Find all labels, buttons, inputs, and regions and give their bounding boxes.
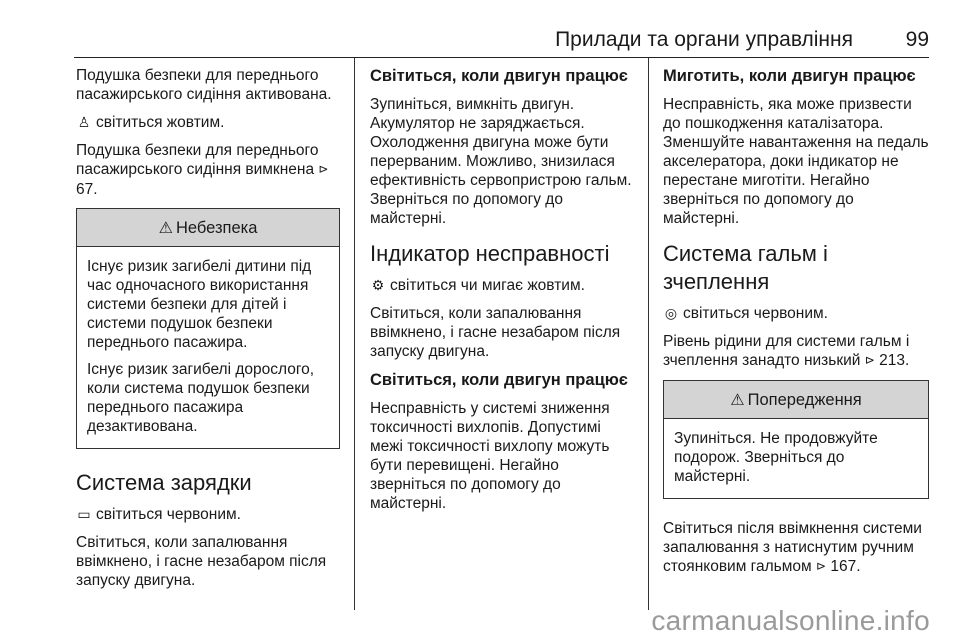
page-ref-icon: ⊳ — [815, 559, 827, 573]
paragraph: Несправність у системі зниження токсичності вихлопів. Допустимі межі токсичності вихлопу можуть бути перевищені. Негайно зверніться по допомогу до майстерні. — [370, 400, 610, 512]
warning-triangle-icon: ⚠ — [730, 392, 745, 409]
column-3 — [663, 66, 929, 586]
paragraph — [76, 113, 340, 132]
paragraph: Світиться, коли запалювання ввімкнено, і гасне незабаром після запуску двигуна. — [76, 534, 327, 589]
paragraph — [663, 304, 929, 323]
section-title: Система гальм і зчеплення — [663, 241, 828, 294]
page-header — [74, 18, 929, 58]
paragraph: Подушка безпеки для переднього пасажирського сидіння активована. — [76, 67, 332, 103]
danger-box-header — [77, 209, 339, 247]
danger-box-body — [77, 247, 339, 448]
paragraph: Зупиніться, вимкніть двигун. Акумулятор не заряджається. Охолодження двигуна може бути перерваним. Можливо, знизилася ефективність сервопристрою гальм. Зверніться по допомогу до майстерні. — [370, 96, 632, 227]
indicator-text: світиться жовтим. — [96, 114, 225, 131]
page-title: Прилади та органи управління — [555, 28, 853, 51]
paragraph: Несправність, яка може призвести до пошкодження каталізатора. Зменшуйте навантаження на педаль акселератора, доки індикатор не перестане миготіти. Негайно зверніться по допомогу до майстерні. — [663, 96, 929, 227]
paragraph: Існує ризик загибелі дорослого, коли система подушок безпеки переднього пасажира дезактивована. — [87, 361, 315, 435]
column-divider — [648, 58, 649, 610]
paragraph — [663, 519, 929, 577]
page-ref-icon: ⊳ — [318, 162, 329, 176]
warning-box-header — [664, 381, 928, 419]
paragraph-text: Подушка безпеки для переднього пасажирського сидіння вимкнена — [76, 142, 319, 178]
airbag-on-icon: ♙ — [77, 114, 91, 130]
brake-warning-icon: ◎ — [664, 305, 678, 321]
page-ref-icon: ⊳ — [864, 353, 875, 367]
battery-icon: ▭ — [77, 506, 91, 522]
paragraph: Світиться, коли запалювання ввімкнено, і гасне незабаром після запуску двигуна. — [370, 305, 621, 360]
engine-malfunction-icon: ⚙ — [371, 277, 385, 293]
paragraph — [370, 276, 634, 295]
warning-box-body — [664, 419, 928, 498]
warning-title: Попередження — [747, 391, 862, 409]
paragraph — [663, 332, 929, 371]
paragraph: Зупиніться. Не продовжуйте подорож. Зверніться до майстерні. — [674, 430, 878, 485]
warning-triangle-icon: ⚠ — [158, 220, 173, 237]
subheading: Миготить, коли двигун працює — [663, 67, 916, 85]
page-ref[interactable]: 213. — [879, 352, 910, 369]
subheading: Світиться, коли двигун працює — [370, 371, 628, 389]
page-number: 99 — [905, 28, 929, 51]
section-title: Індикатор несправності — [370, 241, 610, 266]
subheading: Світиться, коли двигун працює — [370, 67, 628, 85]
page-ref[interactable]: 67. — [76, 181, 98, 198]
indicator-text: світиться червоним. — [683, 305, 828, 322]
watermark: carmanualsonline.info — [651, 605, 930, 636]
column-1 — [76, 66, 340, 599]
paragraph — [76, 505, 340, 524]
paragraph: Існує ризик загибелі дитини під час одночасного використання системи безпеки для дітей і системи подушок безпеки переднього пасажира. — [87, 258, 312, 351]
warning-box — [663, 380, 929, 499]
danger-title: Небезпека — [175, 219, 258, 237]
paragraph-text: Рівень рідини для системи гальм і зчеплення занадто низький — [663, 333, 910, 369]
paragraph — [76, 141, 340, 199]
danger-box — [76, 208, 340, 449]
column-2 — [370, 66, 634, 522]
indicator-text: світиться чи мигає жовтим. — [390, 277, 585, 294]
indicator-text: світиться червоним. — [96, 506, 241, 523]
column-divider — [354, 58, 355, 610]
page-ref[interactable]: 167. — [830, 558, 861, 575]
paragraph-text: Світиться після ввімкнення системи запалювання з натиснутим ручним стоянковим гальмом — [663, 520, 922, 575]
section-title: Система зарядки — [76, 470, 252, 495]
